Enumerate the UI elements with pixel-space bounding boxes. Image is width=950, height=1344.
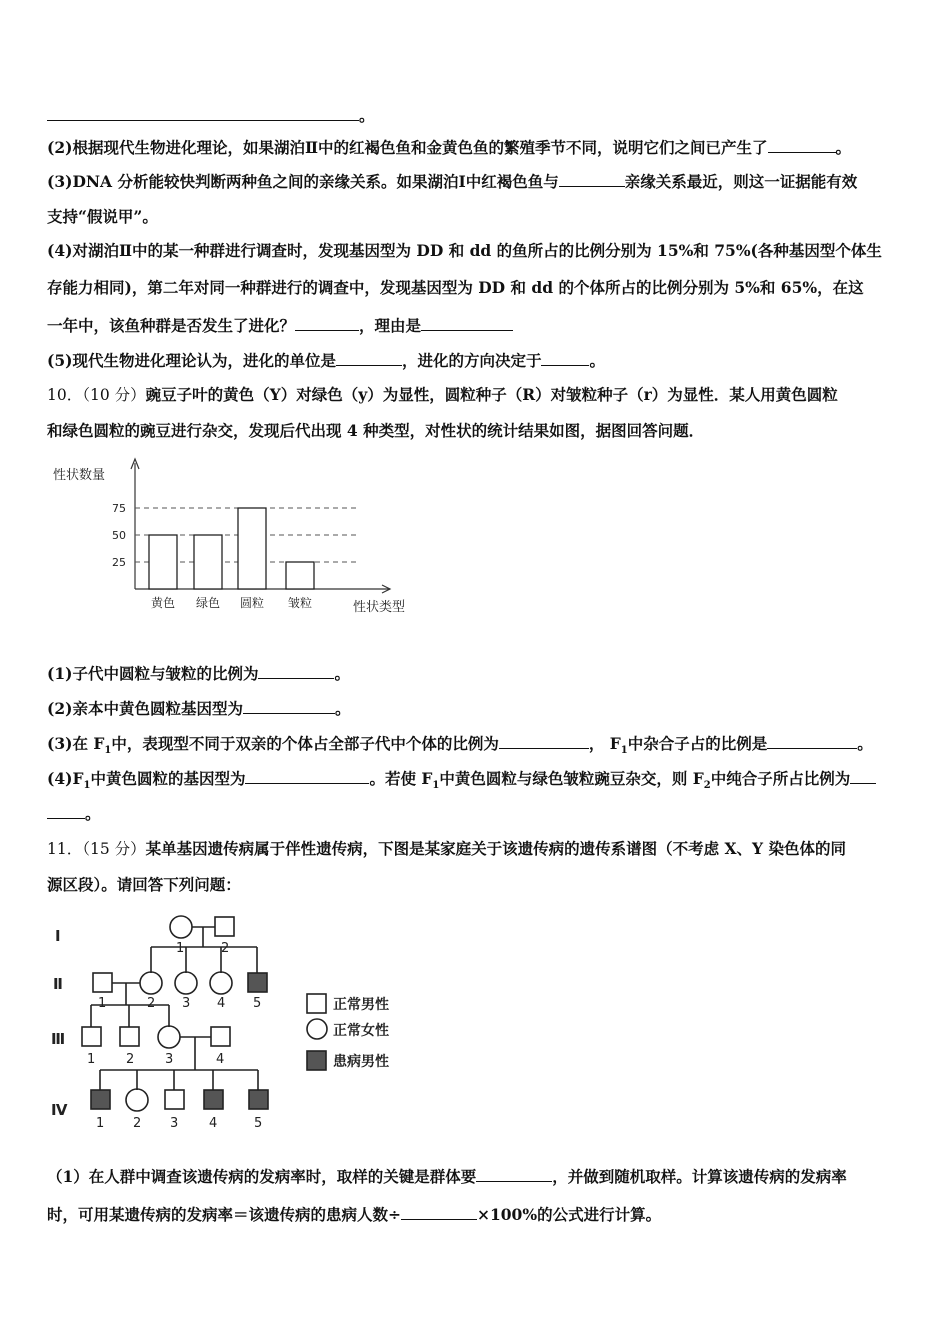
num-label: 1 bbox=[87, 1052, 96, 1067]
question-11-1-cont: 时，可用某遗传病的发病率＝该遗传病的患病人数÷ ×100%的公式进行计算。 bbox=[47, 1205, 662, 1224]
gen1-female-1 bbox=[170, 916, 192, 938]
x-tick-label: 黄色 bbox=[150, 596, 176, 610]
num-label: 2 bbox=[126, 1052, 135, 1067]
answer-blank[interactable] bbox=[421, 314, 513, 331]
num-label: 4 bbox=[216, 1052, 225, 1067]
answer-blank[interactable] bbox=[336, 349, 402, 366]
gen2-male-1 bbox=[93, 973, 112, 992]
trait-bar-chart bbox=[45, 455, 425, 625]
gen3-male-1 bbox=[82, 1027, 101, 1046]
y-tick-label: 75 bbox=[112, 502, 126, 515]
problem-11: 11．（15 分）某单基因遗传病属于伴性遗传病，下图是某家庭关于该遗传病的遗传系谱图（不考虑 X、Y 染色体的同 bbox=[47, 839, 847, 858]
gen-label-1: Ⅰ bbox=[55, 927, 61, 945]
gen-label-2: Ⅱ bbox=[53, 975, 63, 993]
num-label: 5 bbox=[254, 1116, 263, 1131]
question-11-1: （1）在人群中调查该遗传病的发病率时，取样的关键是群体要 ，并做到随机取样。计算该遗传病的发病率 bbox=[47, 1167, 847, 1186]
answer-blank[interactable] bbox=[245, 767, 369, 784]
bar-圆粒 bbox=[238, 508, 266, 589]
gen4-female-2 bbox=[126, 1089, 148, 1111]
gen4-male-3 bbox=[165, 1090, 184, 1109]
question-2: (2)根据现代生物进化理论，如果湖泊Ⅱ中的红褐色鱼和金黄色鱼的繁殖季节不同，说明它们之间已产生了 。 bbox=[47, 138, 852, 157]
sub-question-4-cont: 。 bbox=[47, 802, 910, 825]
num-label: 2 bbox=[221, 941, 230, 956]
answer-line-prev: 。 bbox=[47, 104, 910, 127]
question-4: (4)对湖泊Ⅱ中的某一种群进行调查时，发现基因型为 DD 和 dd 的鱼所占的比例分别为 15%和 75%(各种基因型个体生 bbox=[47, 241, 882, 260]
sub-question-1: (1)子代中圆粒与皱粒的比例为 。 bbox=[47, 664, 350, 683]
answer-blank[interactable] bbox=[401, 1203, 477, 1220]
answer-blank[interactable] bbox=[541, 349, 589, 366]
question-4-cont: 存能力相同)，第二年对同一种群进行的调查中，发现基因型为 DD 和 dd 的个体所占的比例分别为 5%和 65%，在这 bbox=[47, 278, 864, 297]
num-label: 5 bbox=[253, 996, 262, 1011]
gen4-affected-male-5 bbox=[249, 1090, 268, 1109]
y-tick-label: 50 bbox=[112, 529, 126, 542]
answer-blank[interactable] bbox=[767, 732, 857, 749]
legend-normal-female: 正常女性 bbox=[333, 1023, 389, 1039]
sub-question-2: (2)亲本中黄色圆粒基因型为 。 bbox=[47, 699, 351, 718]
question-5: (5)现代生物进化理论认为，进化的单位是 ，进化的方向决定于 。 bbox=[47, 351, 605, 370]
answer-blank[interactable] bbox=[476, 1165, 552, 1182]
gen3-male-4 bbox=[211, 1027, 230, 1046]
sub-question-4: $(4)F_1$中黄色圆粒的基因型为 。若使 $F_1$中黄色圆粒与绿色皱粒豌豆杂交，则 $F_2$中纯合子所占比例为 bbox=[47, 767, 910, 797]
x-axis-label: 性状类型 bbox=[353, 600, 406, 615]
num-label: 2 bbox=[147, 996, 156, 1011]
gen2-female-2 bbox=[140, 972, 162, 994]
num-label: 4 bbox=[209, 1116, 218, 1131]
gen4-affected-male-4 bbox=[204, 1090, 223, 1109]
answer-blank[interactable] bbox=[768, 136, 836, 153]
answer-blank[interactable] bbox=[850, 767, 876, 784]
num-label: 1 bbox=[98, 996, 107, 1011]
problem-11-cont: 源区段）。请回答下列问题： bbox=[47, 875, 241, 894]
num-label: 2 bbox=[133, 1116, 142, 1131]
pedigree-chart bbox=[45, 905, 425, 1135]
gen2-affected-male-5 bbox=[248, 973, 267, 992]
y-tick-label: 25 bbox=[112, 556, 126, 569]
problem-10: 10．（10 分）豌豆子叶的黄色（Y）对绿色（y）为显性，圆粒种子（R）对皱粒种子（r）为显性．某人用黄色圆粒 bbox=[47, 385, 838, 404]
bar-绿色 bbox=[194, 535, 222, 589]
legend-normal-male: 正常男性 bbox=[333, 997, 389, 1013]
legend-affected-male-symbol bbox=[307, 1051, 326, 1070]
bar-皱粒 bbox=[286, 562, 314, 589]
gen2-female-4 bbox=[210, 972, 232, 994]
answer-blank[interactable] bbox=[47, 104, 359, 121]
gen2-female-3 bbox=[175, 972, 197, 994]
answer-blank[interactable] bbox=[559, 170, 625, 187]
question-4-cont2: 一年中，该鱼种群是否发生了进化？ ，理由是 bbox=[47, 314, 910, 337]
answer-blank[interactable] bbox=[258, 662, 334, 679]
x-tick-label: 绿色 bbox=[195, 596, 221, 610]
answer-blank[interactable] bbox=[243, 697, 335, 714]
gen3-female-3 bbox=[158, 1026, 180, 1048]
gen-label-4: Ⅳ bbox=[51, 1101, 68, 1119]
question-3: (3)DNA 分析能较快判断两种鱼之间的亲缘关系。如果湖泊Ⅰ中红褐色鱼与 亲缘关系最近，则这一证据能有效 bbox=[47, 172, 858, 191]
y-axis-label: 性状数量 bbox=[53, 468, 106, 483]
answer-blank[interactable] bbox=[47, 802, 85, 819]
num-label: 3 bbox=[170, 1116, 179, 1131]
gen3-male-2 bbox=[120, 1027, 139, 1046]
gen4-affected-male-1 bbox=[91, 1090, 110, 1109]
num-label: 3 bbox=[182, 996, 191, 1011]
num-label: 1 bbox=[176, 941, 185, 956]
gen-label-3: Ⅲ bbox=[51, 1030, 66, 1048]
legend-normal-female-symbol bbox=[307, 1019, 327, 1039]
x-tick-label: 圆粒 bbox=[239, 596, 265, 610]
num-label: 4 bbox=[217, 996, 226, 1011]
gen1-male-2 bbox=[215, 917, 234, 936]
legend-affected-male: 患病男性 bbox=[333, 1054, 389, 1070]
answer-blank[interactable] bbox=[295, 314, 359, 331]
sub-question-3: (3)在 $F_1$中，表现型不同于双亲的个体占全部子代中个体的比例为 ， $F_1$中杂合子占的比例是 。 bbox=[47, 734, 873, 757]
legend-normal-male-symbol bbox=[307, 994, 326, 1013]
num-label: 3 bbox=[165, 1052, 174, 1067]
problem-10-cont: 和绿色圆粒的豌豆进行杂交，发现后代出现 4 种类型，对性状的统计结果如图，据图回答问题． bbox=[47, 421, 705, 440]
x-tick-label: 皱粒 bbox=[287, 596, 313, 610]
num-label: 1 bbox=[96, 1116, 105, 1131]
answer-blank[interactable] bbox=[499, 732, 589, 749]
question-3-cont: 支持“假说甲”。 bbox=[47, 207, 158, 226]
bar-黄色 bbox=[149, 535, 177, 589]
